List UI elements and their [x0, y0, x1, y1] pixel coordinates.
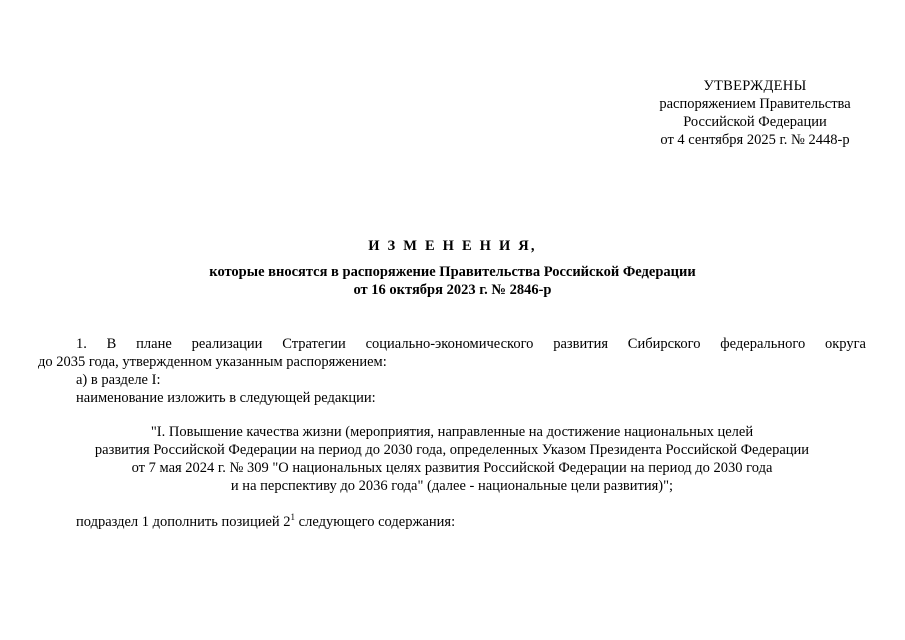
quoted-section-title	[38, 423, 866, 495]
paragraph-1	[38, 335, 866, 371]
approval-block	[600, 77, 905, 149]
subsection-text-pre: подраздел 1 дополнить позицией 2	[76, 514, 291, 530]
heading-subtitle-2: от 16 октября 2023 г. № 2846-р	[353, 282, 552, 298]
approval-line-1: распоряжением Правительства	[659, 96, 851, 112]
paragraph-1-line-1: 1. В плане реализации Стратегии социально-экономического развития Сибирского федерального округа	[76, 336, 866, 352]
document-body	[38, 335, 866, 531]
paragraph-1-line-2: до 2035 года, утвержденном указанным распоряжением:	[38, 354, 387, 370]
quote-line-2: развития Российской Федерации на период до 2030 года, определенных Указом Президента Российской Федерации	[94, 442, 810, 458]
quote-line-3: от 7 мая 2024 г. № 309 "О национальных целях развития Российской Федерации на период до 2030 года	[131, 460, 773, 476]
item-name-instruction: наименование изложить в следующей редакции:	[76, 390, 376, 406]
subsection-paragraph	[38, 513, 866, 531]
heading-subtitle-1: которые вносятся в распоряжение Правительства Российской Федерации	[209, 264, 696, 280]
approval-line-2: Российской Федерации	[683, 114, 827, 130]
quote-line-1: "I. Повышение качества жизни (мероприятия, направленные на достижение национальных целей	[150, 424, 754, 440]
quote-line-4: и на перспективу до 2036 года" (далее - национальные цели развития)";	[230, 478, 674, 494]
item-a: а) в разделе I:	[76, 372, 161, 388]
document-heading	[0, 237, 905, 299]
subsection-superscript: 1	[290, 512, 296, 522]
approval-line-3: от 4 сентября 2025 г. № 2448-р	[660, 132, 850, 148]
heading-title: И З М Е Н Е Н И Я,	[368, 238, 537, 254]
subsection-text-post: следующего содержания:	[295, 514, 456, 530]
approval-title: УТВЕРЖДЕНЫ	[703, 78, 807, 94]
